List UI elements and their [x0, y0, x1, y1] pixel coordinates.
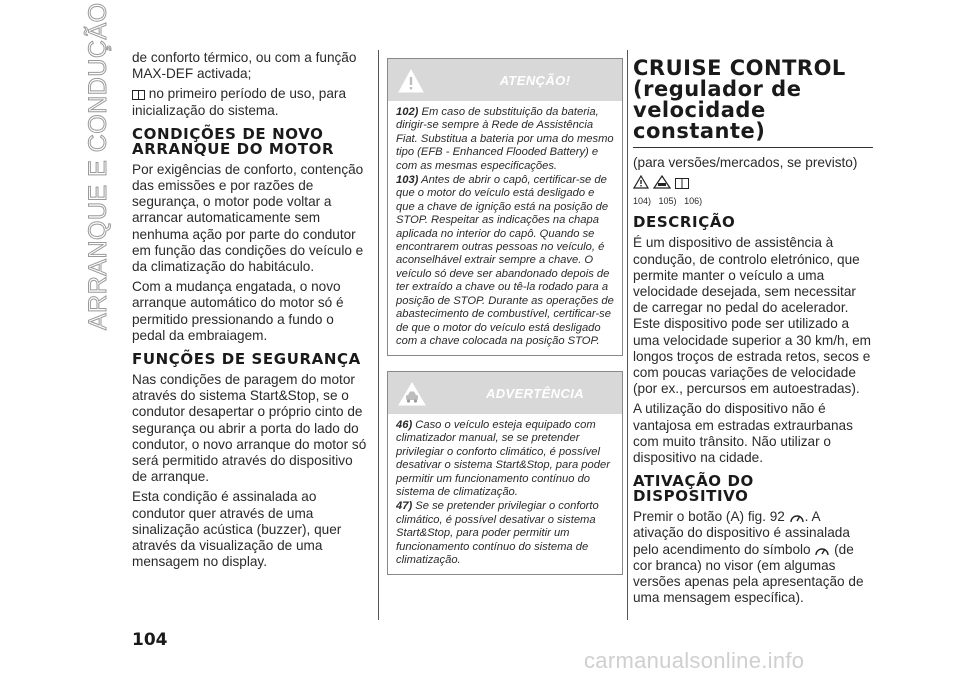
warning-body [388, 101, 622, 355]
paragraph-sinalizacao: Esta condição é assinalada ao condutor quer através de uma sinalização acústica (buzzer), quer através da visualização de uma mensagem no display. [132, 489, 342, 570]
page-number: 104 [132, 630, 168, 650]
warning-triangle-small-icon [633, 175, 649, 189]
paragraph-ativacao [633, 509, 873, 606]
heading-descricao: DESCRIÇÃO [633, 213, 736, 232]
warning-item-103-text: Antes de abrir o capô, certificar-se de que o motor do veículo está desligado e que a chave de ignição está na posição de STOP. Respeitar as indicações na chapa aplicada no interior do capô. Quando se encontrarem outras pessoas no veículo, é aconselhável extrair sempre a chave. O veículo só deve ser abandonado depois de ter extraído a chave ou tê-la rodado para a posição de STOP. Durante as operações de abastecimento de combustível, certificar-se de que o motor do veículo está desligado com a chave colocada na posição STOP. [396, 174, 614, 347]
heading-ativacao: ATIVAÇÃO DO DISPOSITIVO [633, 472, 754, 506]
warning-box-advertencia [387, 371, 623, 575]
warning-item-102-text: Em caso de substituição da bateria, dirigir-se sempre à Rede de Assistência Fiat. Substitua a bateria por uma do mesmo tipo (EFB - Enhanced Flooded Battery) e com as mesmas especificações. [396, 106, 614, 172]
speedometer-icon-2 [814, 544, 830, 557]
advert-title: ADVERTÊNCIA [485, 386, 585, 401]
section-title-text: ARRANQUE E CONDUÇÃO [84, 2, 112, 330]
column-cruise-control [633, 50, 873, 610]
warning-title: ATENÇÃO! [499, 73, 571, 88]
warning-item-102 [396, 106, 615, 173]
book-small-icon [675, 178, 689, 189]
paragraph-first-use [132, 86, 368, 118]
book-icon [132, 90, 145, 100]
paragraph-ativacao-text-a: Premir o botão (A) fig. 92 [633, 509, 785, 525]
paragraph-first-use-text: no primeiro período de uso, para inicialização do sistema. [132, 86, 347, 118]
advert-item-47-text: Se se pretender privilegiar o conforto climático, é possível desativar o sistema Start&Stop, para poder permitir um funcionamento contínuo do sistema de climatização. [396, 500, 599, 567]
advert-item-47 [396, 500, 615, 567]
speedometer-icon [789, 511, 805, 524]
heading-funcoes-seguranca: FUNÇÕES DE SEGURANÇA [132, 350, 361, 369]
reference-106: 106) [684, 196, 703, 207]
paragraph-conforto: Por exigências de conforto, contenção das emissões e por razões de segurança, o motor pode voltar a arrancar automaticamente sem nenhuma ação por parte do condutor em função das condições do veículo e da climatização do habitáculo. [132, 161, 364, 275]
heading-cruise-control: CRUISE CONTROL (regulador de velocidade constante) [633, 56, 846, 143]
paragraph-max-def: de conforto térmico, ou com a função MAX-DEF activada; [132, 50, 357, 82]
advert-item-46-number: 46) [396, 419, 413, 431]
car-damage-small-icon [653, 175, 671, 189]
heading-novo-arranque: CONDIÇÕES DE NOVO ARRANQUE DO MOTOR [132, 124, 335, 158]
paragraph-ativacao-text-b: . A ativação do dispositivo é assinalada pelo acendimento do símbolo [633, 509, 850, 557]
reference-104: 104) [633, 196, 652, 207]
sidebar-section-title [84, 2, 116, 330]
warning-triangle-icon [398, 69, 424, 93]
advert-header [388, 372, 622, 414]
heading-rule [633, 147, 873, 148]
watermark: carmanualsonline.info [584, 648, 805, 673]
advert-item-46-text: Caso o veículo esteja equipado com climatizador manual, se se pretender privilegiar o conforto climático, é possível desativar o sistema Start&Stop, para poder permitir um funcionamento contínuo do sistema de climatização. [396, 419, 610, 499]
reference-105: 105) [658, 196, 677, 207]
paragraph-mudanca: Com a mudança engatada, o novo arranque automático do motor só é permitido pressionando a fundo o pedal da embraiagem. [132, 279, 344, 343]
warning-item-103-number: 103) [396, 174, 419, 187]
warning-icons-row [633, 175, 873, 193]
paragraph-ativacao-text-c: (de cor branca) no visor (em algumas versões apenas pela apresentação de uma mensagem específica). [633, 541, 864, 606]
column-divider-left [378, 50, 379, 620]
advert-item-47-number: 47) [396, 500, 413, 513]
paragraph-versoes: (para versões/mercados, se previsto) [633, 155, 858, 170]
advert-body [388, 414, 622, 574]
paragraph-descricao: É um dispositivo de assistência à condução, de controlo eletrónico, que permite manter o veículo a uma velocidade desejada, sem necessitar de carregar no pedal do acelerador. Este dispositivo pode ser utilizado a uma velocidade superior a 30 km/h, em longos troços de estrada retos, secos e com poucas variações de velocidade (por ex., percursos em autoestradas). [633, 235, 872, 397]
paragraph-paragem: Nas condições de paragem do motor através do sistema Start&Stop, se o condutor desapertar o próprio cinto de segurança ou abrir a porta do lado do condutor, o novo arranque do motor só será permitido através do dispositivo de arranque. [132, 372, 367, 485]
warning-box-atencao [387, 58, 623, 356]
warning-header [388, 59, 622, 101]
warning-item-103 [396, 174, 615, 348]
warning-item-102-number: 102) [396, 106, 419, 118]
advert-item-46 [396, 419, 615, 499]
reference-numbers [633, 195, 873, 207]
column-divider-right [627, 50, 628, 620]
car-damage-icon [398, 382, 426, 406]
column-start-stop [132, 50, 368, 574]
paragraph-utilizacao: A utilização do dispositivo não é vantajosa em estradas extraurbanas com muito trânsito. Não utilizar o dispositivo na cidade. [633, 401, 853, 466]
